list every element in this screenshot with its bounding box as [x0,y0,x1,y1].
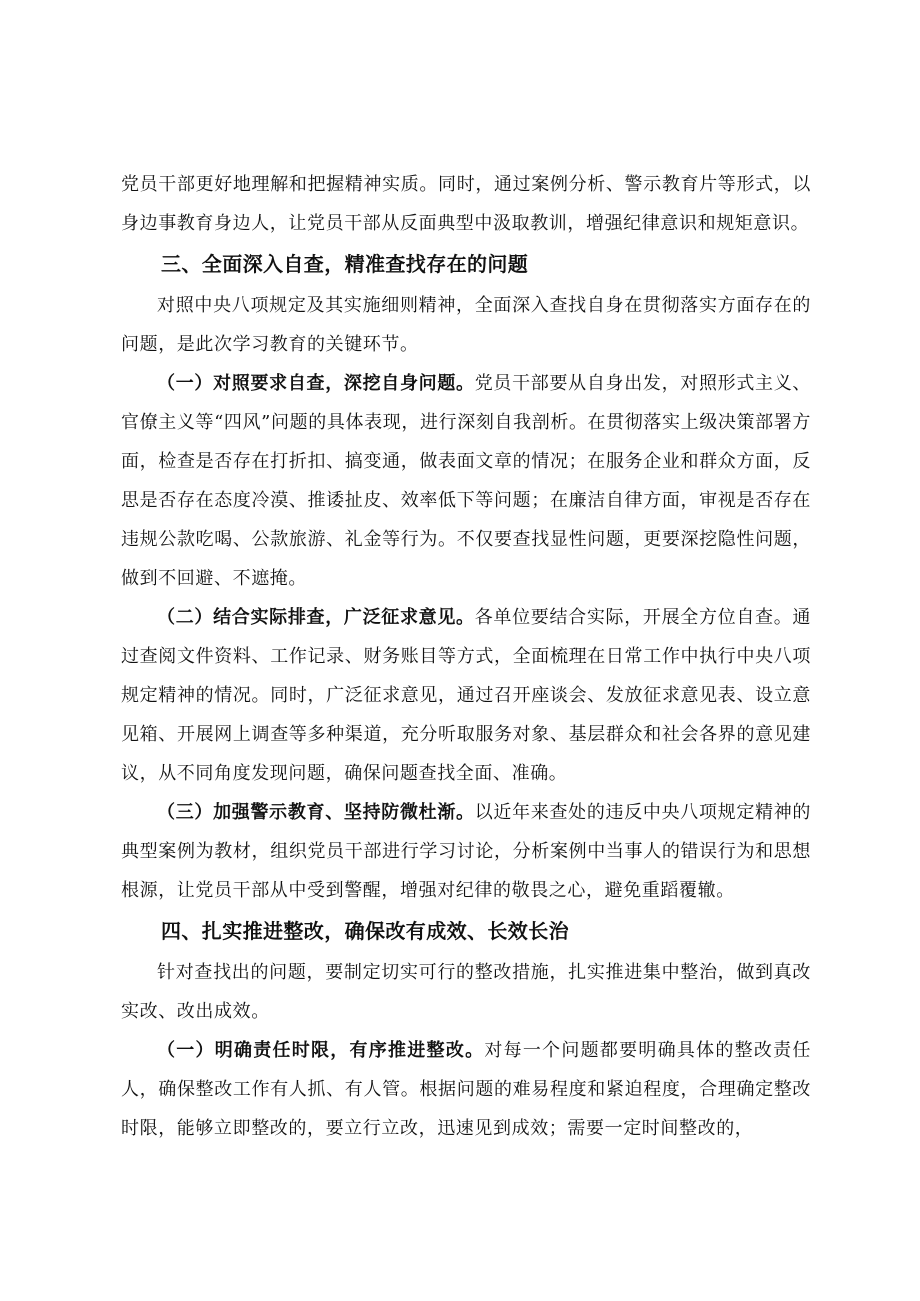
section-4-item-1-body: 对每一个问题都要明确具体的整改责任人，确保整改工作有人抓、有人管。根据问题的难易程度和紧迫程度，合理确定整改时限，能够立即整改的，要立行立改，迅速见到成效；需要一定时间整改的， [121,1040,811,1139]
section-4-item-1-lead: （一）明确责任时限，有序推进整改。 [157,1040,485,1061]
section-3-intro: 对照中央八项规定及其实施细则精神，全面深入查找自身在贯彻落实方面存在的问题，是此次学习教育的关键环节。 [121,295,811,355]
section-3-item-3-lead: （三）加强警示教育、坚持防微杜渐。 [157,802,475,823]
section-3-item-2-body: 各单位要结合实际，开展全方位自查。通过查阅文件资料、工作记录、财务账目等方式，全面梳理在日常工作中执行中央八项规定精神的情况。同时，广泛征求意见，通过召开座谈会、发放征求意见表、设立意见箱、开展网上调查等多种渠道，充分听取服务对象、基层群众和社会各界的意见建议，从不同角度发现问题，确保问题查找全面、准确。 [121,607,811,784]
section-4-heading: 四、扎实推进整改，确保改有成效、长效长治 [161,919,569,943]
section-4-intro: 针对查找出的问题，要制定切实可行的整改措施，扎实推进集中整治，做到真改实改、改出成效。 [121,962,811,1022]
section-3-heading: 三、全面深入自查，精准查找存在的问题 [161,252,529,276]
section-3-item-2-lead: （二）结合实际排查，广泛征求意见。 [157,607,475,628]
section-3-item-1-lead: （一）对照要求自查，深挖自身问题。 [157,373,475,394]
section-3-item-1 [121,364,811,598]
section-3-item-2 [121,598,811,793]
paragraph-intro-continuation: 党员干部更好地理解和把握精神实质。同时，通过案例分析、警示教育片等形式，以身边事教育身边人，让党员干部从反面典型中汲取教训，增强纪律意识和规矩意识。 [121,174,811,234]
section-4-item-1 [121,1031,811,1148]
document-page [121,165,811,1148]
section-3-item-1-body: 党员干部要从自身出发，对照形式主义、官僚主义等“四风”问题的具体表现，进行深刻自我剖析。在贯彻落实上级决策部署方面，检查是否存在打折扣、搞变通，做表面文章的情况；在服务企业和群众方面，反思是否存在态度冷漠、推诿扯皮、效率低下等问题；在廉洁自律方面，审视是否存在违规公款吃喝、公款旅游、礼金等行为。不仅要查找显性问题，更要深挖隐性问题，做到不回避、不遮掩。 [121,373,811,589]
section-3-item-3-body: 以近年来查处的违反中央八项规定精神的典型案例为教材，组织党员干部进行学习讨论，分析案例中当事人的错误行为和思想根源，让党员干部从中受到警醒，增强对纪律的敬畏之心，避免重蹈覆辙。 [121,802,811,901]
section-3-item-3 [121,793,811,910]
